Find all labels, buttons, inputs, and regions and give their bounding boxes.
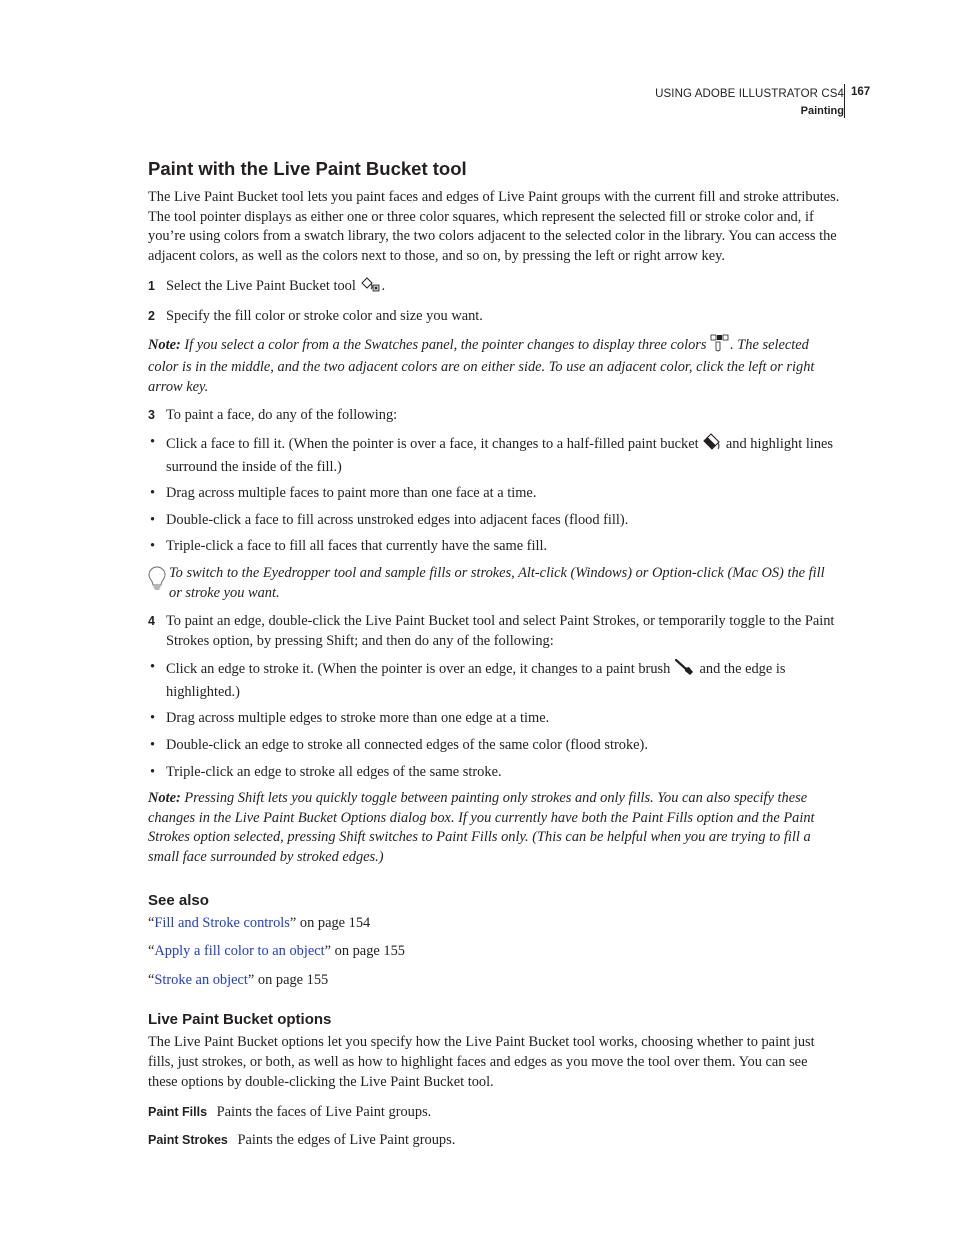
list-item: • Double-click an edge to stroke all connected edges of the same color (flood stroke). [150, 737, 648, 754]
tip: To switch to the Eyedropper tool and sample fills or strokes, Alt-click (Windows) or Option-click (Mac OS) the fill or stroke you want. [148, 564, 840, 603]
options-intro: The Live Paint Bucket options let you specify how the Live Paint Bucket tool works, choosing whether to paint just fills, just strokes, or both, as well as how to highlight faces and edges as you move the tool over them. You can see these options by double-clicking the Live Paint Bucket tool. [148, 1034, 815, 1090]
page-content [148, 156, 840, 1158]
options-heading: Live Paint Bucket options [148, 1011, 332, 1029]
link-stroke-an-object[interactable]: Stroke an object [154, 971, 248, 988]
see-also-heading: See also [148, 891, 209, 909]
note-swatches: Note: If you select a color from a the Swatches panel, the pointer changes to display three colors . The selected color is in the middle, and the two adjacent colors are on either side. To use an adjacent color, click the left or right arrow key. [148, 334, 840, 398]
list-item: • Drag across multiple edges to stroke more than one edge at a time. [150, 710, 550, 727]
list-item: • Triple-click a face to fill all faces that currently have the same fill. [150, 538, 548, 555]
list-item: • Double-click a face to fill across unstroked edges into adjacent faces (flood fill). [150, 511, 629, 528]
paint-brush-icon [674, 658, 696, 683]
step-2: 2 Specify the fill color or stroke color and size you want. [148, 307, 483, 324]
running-header [655, 86, 844, 120]
see-also-item: “Stroke an object” on page 155 [148, 971, 329, 988]
definition-paint-fills: Paint Fills Paints the faces of Live Paint groups. [148, 1104, 432, 1121]
step-3: 3 To paint a face, do any of the following: [148, 407, 398, 424]
note-shift: Note: Pressing Shift lets you quickly toggle between painting only strokes and only fills. You can also specify these changes in the Live Paint Bucket Options dialog box. If you currently have both the Paint Fills option and the Paint Strokes option selected, pressing Shift switches to Paint Fills only. (This can be helpful when you are trying to fill a small face surrounded by stroked edges.) [148, 790, 815, 866]
see-also-item: “Fill and Stroke controls” on page 154 [148, 914, 371, 931]
section-name: Painting [800, 105, 844, 117]
step-4: 4 To paint an edge, double-click the Live Paint Bucket tool and select Paint Strokes, or temporarily toggle to the Paint Strokes option, by pressing Shift; and then do any of the following: [148, 613, 835, 649]
definition-paint-strokes: Paint Strokes Paints the edges of Live Paint groups. [148, 1131, 456, 1148]
list-item: • Triple-click an edge to stroke all edges of the same stroke. [150, 763, 502, 780]
header-divider [844, 84, 845, 118]
link-fill-and-stroke-controls[interactable]: Fill and Stroke controls [154, 914, 290, 931]
lightbulb-icon [148, 566, 166, 599]
link-apply-fill-color[interactable]: Apply a fill color to an object [154, 943, 325, 960]
list-item: • Click a face to fill it. (When the pointer is over a face, it changes to a half-filled paint bucket and highlight lines surround the inside of the fill.) [150, 433, 833, 475]
see-also-item: “Apply a fill color to an object” on page 155 [148, 943, 405, 960]
list-item: • Drag across multiple faces to paint more than one face at a time. [150, 485, 537, 502]
publication-title: USING ADOBE ILLUSTRATOR CS4 [655, 88, 844, 100]
intro-paragraph: The Live Paint Bucket tool lets you paint faces and edges of Live Paint groups with the current fill and stroke attributes. The tool pointer displays as either one or three color squares, which represent the selected fill or stroke color and, if you’re using colors from a swatch library, the two colors adjacent to the selected color in the library. You can access the adjacent colors, as well as the colors next to those, and so on, by pressing the left or right arrow key. [148, 189, 840, 264]
step-1: 1 Select the Live Paint Bucket tool . [148, 277, 840, 300]
page-title: Paint with the Live Paint Bucket tool [148, 158, 467, 179]
see-also-list [148, 914, 840, 991]
half-filled-bucket-icon [702, 433, 722, 458]
page-number: 167 [851, 86, 871, 98]
live-paint-bucket-icon [359, 277, 381, 300]
three-color-pointer-icon [710, 334, 730, 359]
list-item: • Click an edge to stroke it. (When the pointer is over an edge, it changes to a paint brush and the edge is highlighted.) [150, 659, 786, 700]
